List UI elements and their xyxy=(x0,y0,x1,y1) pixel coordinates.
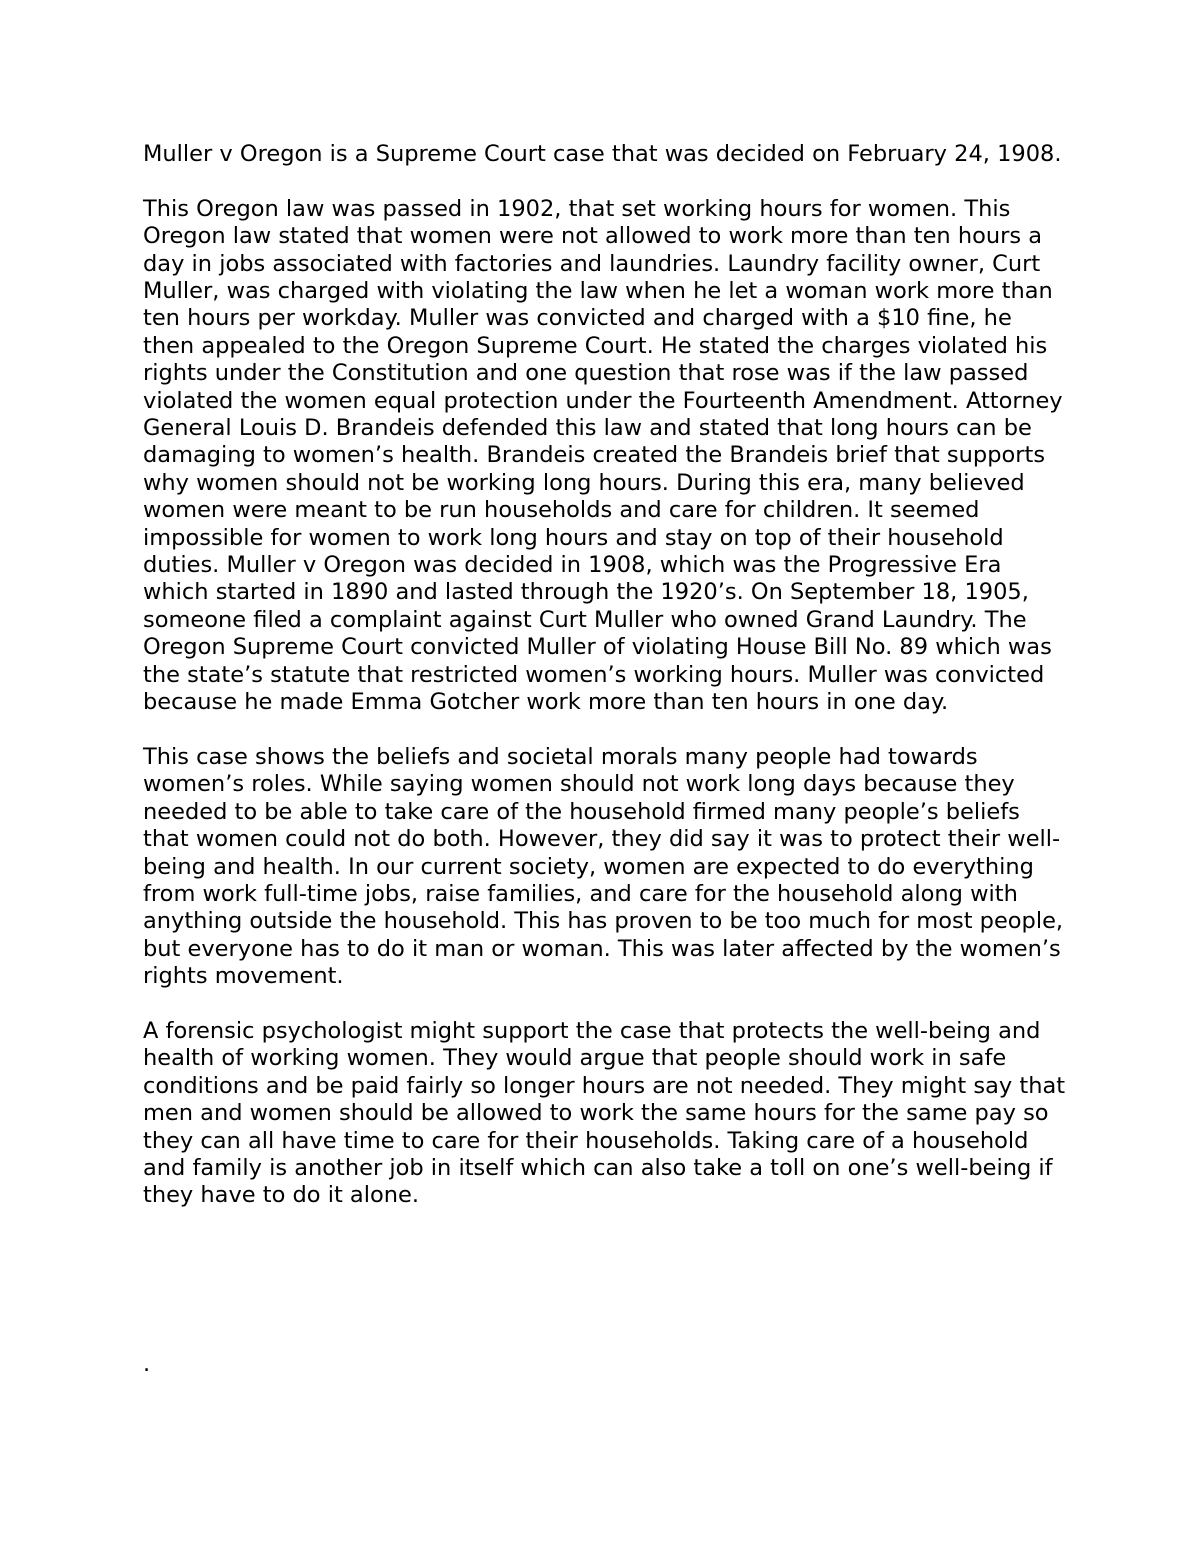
paragraph-societal-beliefs: This case shows the beliefs and societal morals many people had towards women’s roles. While saying women should not work long days because they needed to be able to take care of the household firmed many people’s beliefs that women could not do both. However, they did say it was to protect their well-being and health. In our current society, women are expected to do everything from work full-time jobs, raise families, and care for the household along with anything outside the household. This has proven to be too much for most people, but everyone has to do it man or woman. This was later affected by the women’s rights movement. xyxy=(143,743,1064,990)
document-body xyxy=(143,141,1068,1237)
paragraph-forensic-psychologist: A forensic psychologist might support the case that protects the well-being and health of working women. They would argue that people should work in safe conditions and be paid fairly so longer hours are not needed. They might say that men and women should be allowed to work the same hours for the same pay so they can all have time to care for their households. Taking care of a household and family is another job in itself which can also take a toll on one’s well-being if they have to do it alone. xyxy=(143,1017,1066,1209)
paragraph-case-background: This Oregon law was passed in 1902, that set working hours for women. This Oregon law stated that women were not allowed to work more than ten hours a day in jobs associated with factories and laundries. Laundry facility owner, Curt Muller, was charged with violating the law when he let a woman work more than ten hours per workday. Muller was convicted and charged with a $10 fine, he then appealed to the Oregon Supreme Court. He stated the charges violated his rights under the Constitution and one question that rose was if the law passed violated the women equal protection under the Fourteenth Amendment. Attorney General Louis D. Brandeis defended this law and stated that long hours can be damaging to women’s health. Brandeis created the Brandeis brief that supports why women should not be working long hours. During this era, many believed women were meant to be run households and care for children. It seemed impossible for women to work long hours and stay on top of their household duties. Muller v Oregon was decided in 1908, which was the Progressive Era which started in 1890 and lasted through the 1920’s. On September 18, 1905, someone filed a complaint against Curt Muller who owned Grand Laundry. The Oregon Supreme Court convicted Muller of violating House Bill No. 89 which was the state’s statute that restricted women’s working hours. Muller was convicted because he made Emma Gotcher work more than ten hours in one day. xyxy=(143,195,1063,716)
trailing-period: . xyxy=(143,1351,151,1377)
paragraph-case-intro: Muller v Oregon is a Supreme Court case that was decided on February 24, 1908. xyxy=(143,141,1062,167)
